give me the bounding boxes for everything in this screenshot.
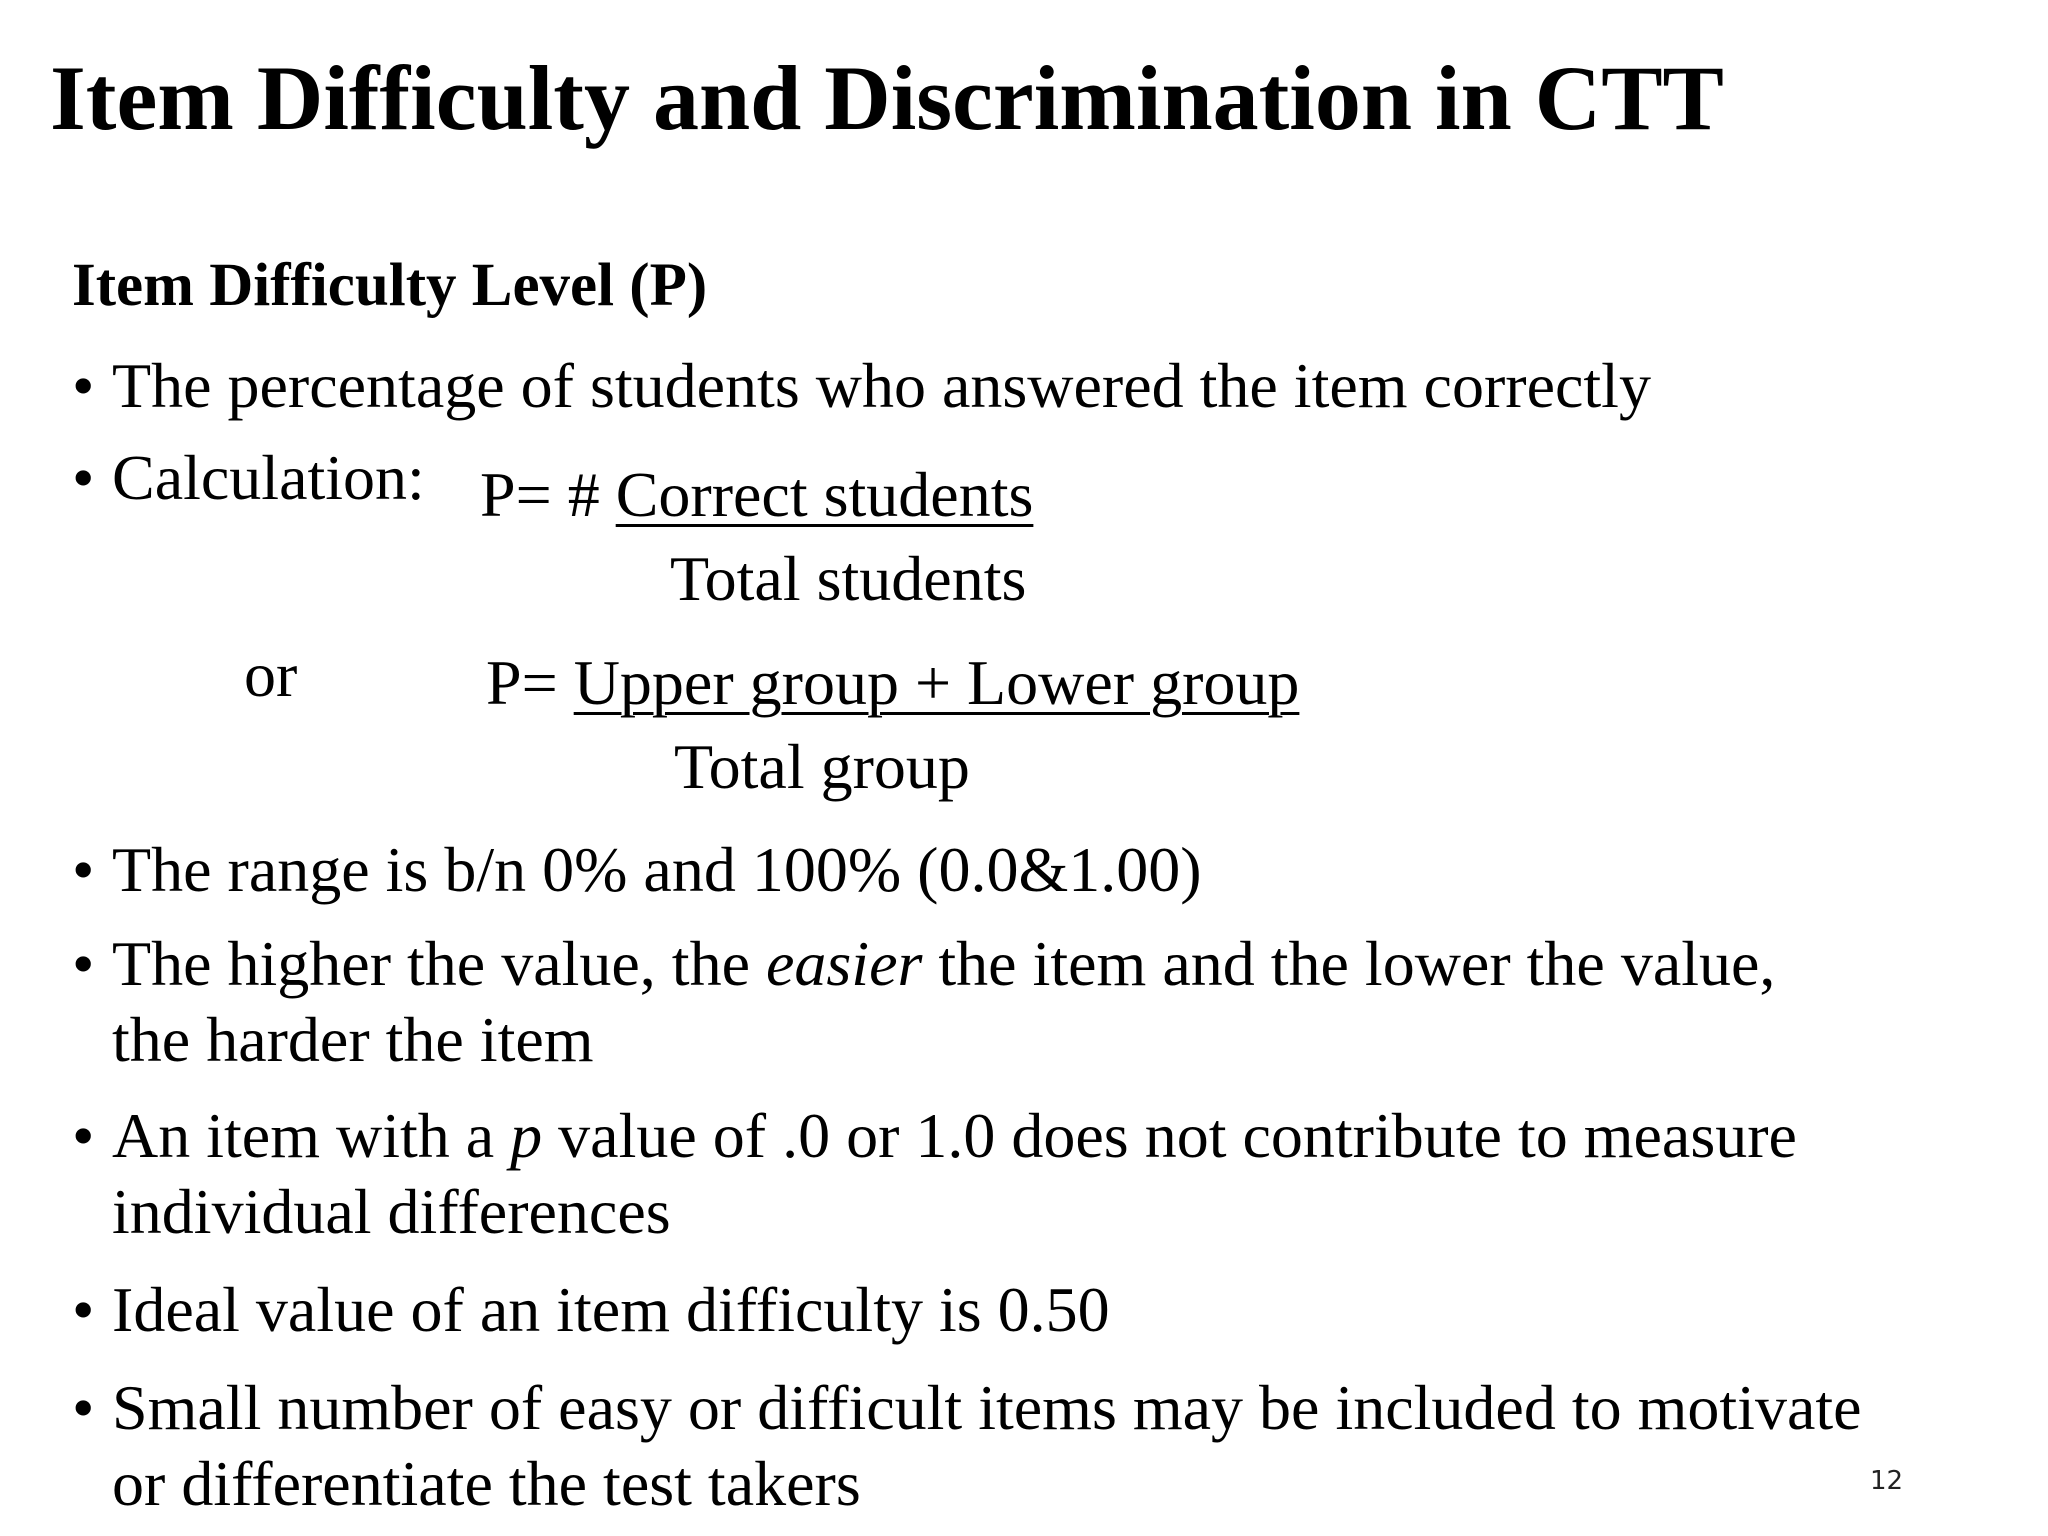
bullet-percentage-definition	[72, 348, 2022, 424]
slide-title: Item Difficulty and Discrimination in CTT	[50, 47, 1724, 149]
bullet-text-line-2: the harder the item	[112, 1004, 594, 1075]
bullet-marker: •	[72, 442, 95, 513]
bullet-marker: •	[72, 1100, 95, 1171]
bullet-text-line-2: or differentiate the test takers	[112, 1448, 861, 1519]
bullet-text-part: the item and the lower the value,	[922, 928, 1776, 999]
bullet-text-part: The higher the value, the	[112, 928, 766, 999]
bullet-marker: •	[72, 1274, 95, 1345]
bullet-text: The percentage of students who answered the item correctly	[112, 350, 1651, 421]
bullet-range	[72, 832, 2022, 908]
formula-1-lhs: P= #	[480, 459, 616, 530]
emphasis-easier: easier	[765, 928, 923, 999]
formula-2-denominator: Total group	[674, 731, 970, 802]
bullet-text	[112, 1370, 2022, 1522]
page-number: 12	[1870, 1466, 1904, 1496]
bullet-text-part: An item with a	[112, 1100, 511, 1171]
bullet-marker: •	[72, 928, 95, 999]
section-heading: Item Difficulty Level (P)	[72, 252, 708, 319]
bullet-text-line-1: Small number of easy or difficult items may be included to motivate	[112, 1372, 1862, 1443]
formula-2-numerator: Upper group + Lower group	[573, 647, 1300, 718]
bullet-text: Ideal value of an item difficulty is 0.50	[112, 1274, 1110, 1345]
bullet-p-value	[72, 1098, 2022, 1250]
bullet-ideal-value	[72, 1272, 2022, 1348]
bullet-text	[112, 926, 2022, 1078]
bullet-text	[112, 1098, 2022, 1250]
bullet-marker: •	[72, 1372, 95, 1443]
bullet-text-part: value of .0 or 1.0 does not contribute to measure	[542, 1100, 1797, 1171]
formula-2-lhs: P=	[486, 647, 574, 718]
bullet-text: Calculation:	[112, 442, 425, 513]
bullet-calculation	[72, 440, 2022, 516]
bullet-marker: •	[72, 350, 95, 421]
emphasis-p: p	[510, 1100, 543, 1171]
bullet-higher-value	[72, 926, 2022, 1078]
formula-2-numerator-line	[486, 648, 1299, 718]
bullet-text-line-2: individual differences	[112, 1176, 671, 1247]
bullet-small-number	[72, 1370, 2022, 1522]
formula-1-numerator-line	[480, 460, 1033, 530]
bullet-text: The range is b/n 0% and 100% (0.0&1.00)	[112, 834, 1202, 905]
bullet-marker: •	[72, 834, 95, 905]
or-label: or	[244, 639, 298, 710]
formula-1-denominator: Total students	[670, 543, 1027, 614]
formula-1-numerator: Correct students	[615, 459, 1034, 530]
